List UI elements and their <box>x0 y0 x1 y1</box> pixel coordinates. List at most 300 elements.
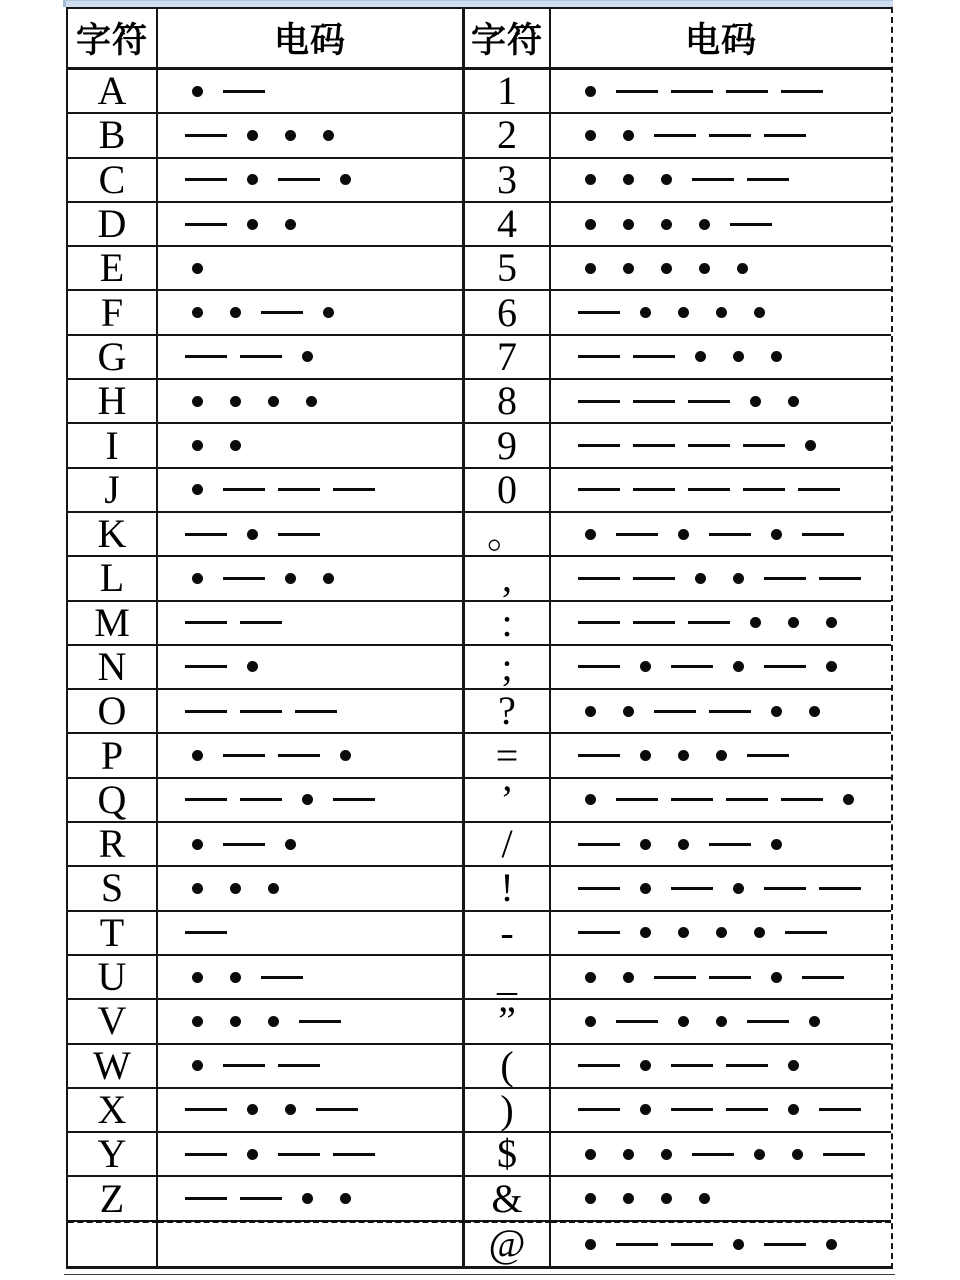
morse-dot-slot <box>609 956 647 998</box>
char-cell: ( <box>465 1045 551 1089</box>
char-cell: 1 <box>465 70 551 114</box>
dash-glyph <box>578 311 620 314</box>
morse-dot-slot <box>178 70 216 112</box>
dot-glyph <box>323 307 334 318</box>
morse-dash-slot <box>571 291 626 333</box>
dash-glyph <box>709 976 751 979</box>
morse-dash-slot <box>571 1045 626 1087</box>
morse-dash-slot <box>309 1089 364 1131</box>
dot-glyph <box>323 130 334 141</box>
dot-glyph <box>788 1060 799 1071</box>
morse-dash-slot <box>685 159 740 201</box>
morse-dot-slot <box>757 823 795 865</box>
dash-glyph <box>578 665 620 668</box>
morse-dot-slot <box>609 690 647 732</box>
dash-glyph <box>730 223 772 226</box>
morse-dot-slot <box>736 602 774 644</box>
dot-glyph <box>192 1016 203 1027</box>
char-cell: 。 <box>465 513 551 557</box>
dot-glyph <box>285 130 296 141</box>
morse-dot-slot <box>609 159 647 201</box>
morse-dash-slot <box>664 1223 719 1266</box>
char-cell: O <box>68 690 158 734</box>
dash-glyph <box>223 843 265 846</box>
morse-code-cell <box>158 1089 465 1133</box>
char-cell: - <box>465 912 551 956</box>
morse-code-cell <box>551 1177 891 1221</box>
dash-glyph <box>616 1243 658 1246</box>
morse-dash-slot <box>702 114 757 156</box>
morse-dash-slot <box>774 70 829 112</box>
dash-glyph <box>633 621 675 624</box>
morse-dot-slot <box>647 159 685 201</box>
morse-dash-slot <box>719 1089 774 1131</box>
morse-dot-slot <box>271 203 309 245</box>
char-cell: ” <box>465 1000 551 1044</box>
morse-code-cell <box>158 70 465 114</box>
dot-glyph <box>623 219 634 230</box>
dot-glyph <box>640 927 651 938</box>
morse-dot-slot <box>778 1133 816 1175</box>
morse-dash-slot <box>216 1045 271 1087</box>
char-cell: 4 <box>465 203 551 247</box>
morse-dot-slot <box>757 956 795 998</box>
morse-dot-slot <box>326 1177 364 1219</box>
morse-dash-slot <box>609 513 664 555</box>
morse-code-cell <box>158 690 465 734</box>
morse-dot-slot <box>626 823 664 865</box>
morse-dash-slot <box>702 513 757 555</box>
dash-glyph <box>709 843 751 846</box>
dash-glyph <box>578 621 620 624</box>
morse-dot-slot <box>216 956 254 998</box>
morse-dot-slot <box>254 380 292 422</box>
morse-dot-slot <box>791 424 829 466</box>
char-cell: 3 <box>465 159 551 203</box>
morse-dash-slot <box>647 956 702 998</box>
morse-dot-slot <box>664 912 702 954</box>
dash-glyph <box>223 754 265 757</box>
morse-dash-slot <box>271 159 326 201</box>
morse-dot-slot <box>254 867 292 909</box>
morse-dash-slot <box>178 690 233 732</box>
dash-glyph <box>223 90 265 93</box>
morse-dash-slot <box>233 779 288 821</box>
dash-glyph <box>185 1108 227 1111</box>
morse-dash-slot <box>626 469 681 511</box>
dot-glyph <box>640 750 651 761</box>
morse-dash-slot <box>609 779 664 821</box>
char-cell: D <box>68 203 158 247</box>
dash-glyph <box>747 1020 789 1023</box>
morse-dot-slot <box>216 380 254 422</box>
dot-glyph <box>623 263 634 274</box>
dot-glyph <box>192 573 203 584</box>
morse-dash-slot <box>326 1133 381 1175</box>
dot-glyph <box>623 972 634 983</box>
char-cell: ? <box>465 690 551 734</box>
morse-code-cell <box>158 203 465 247</box>
char-cell: J <box>68 469 158 513</box>
morse-dash-slot <box>571 380 626 422</box>
dot-glyph <box>678 529 689 540</box>
dash-glyph <box>333 1153 375 1156</box>
morse-dot-slot <box>571 1000 609 1042</box>
dot-glyph <box>192 750 203 761</box>
morse-dot-slot <box>216 1000 254 1042</box>
char-cell: = <box>465 734 551 778</box>
dash-glyph <box>709 710 751 713</box>
dot-glyph <box>678 839 689 850</box>
dot-glyph <box>192 396 203 407</box>
morse-dot-slot <box>719 336 757 378</box>
char-cell: T <box>68 912 158 956</box>
char-cell: @ <box>465 1220 551 1266</box>
morse-dot-slot <box>178 424 216 466</box>
morse-code-cell <box>158 291 465 335</box>
morse-dash-slot <box>571 469 626 511</box>
dot-glyph <box>640 1060 651 1071</box>
dash-glyph <box>578 887 620 890</box>
dash-glyph <box>726 798 768 801</box>
morse-dash-slot <box>216 469 271 511</box>
morse-code-cell <box>551 602 891 646</box>
morse-dash-slot <box>774 779 829 821</box>
morse-code-cell <box>158 646 465 690</box>
morse-dash-slot <box>292 1000 347 1042</box>
dot-glyph <box>733 351 744 362</box>
dot-glyph <box>623 1149 634 1160</box>
dot-glyph <box>678 927 689 938</box>
dot-glyph <box>302 351 313 362</box>
dot-glyph <box>623 1193 634 1204</box>
dot-glyph <box>192 1060 203 1071</box>
dot-glyph <box>623 130 634 141</box>
morse-dash-slot <box>719 779 774 821</box>
char-cell: H <box>68 380 158 424</box>
morse-dot-slot <box>178 1045 216 1087</box>
dash-glyph <box>747 754 789 757</box>
dot-glyph <box>788 1104 799 1115</box>
dot-glyph <box>192 839 203 850</box>
char-cell: ) <box>465 1089 551 1133</box>
morse-dot-slot <box>626 867 664 909</box>
morse-dash-slot <box>757 1223 812 1266</box>
dot-glyph <box>699 1193 710 1204</box>
dot-glyph <box>585 706 596 717</box>
char-cell: 0 <box>465 469 551 513</box>
dash-glyph <box>671 90 713 93</box>
dash-glyph <box>616 1020 658 1023</box>
dash-glyph <box>185 621 227 624</box>
morse-dot-slot <box>681 557 719 599</box>
char-cell: B <box>68 114 158 158</box>
morse-dot-slot <box>571 1133 609 1175</box>
morse-dash-slot <box>571 336 626 378</box>
dash-glyph <box>671 1243 713 1246</box>
morse-dot-slot <box>702 912 740 954</box>
morse-dot-slot <box>178 734 216 776</box>
dot-glyph <box>585 529 596 540</box>
morse-dash-slot <box>571 424 626 466</box>
morse-dot-slot <box>271 1089 309 1131</box>
morse-code-cell <box>551 734 891 778</box>
morse-dash-slot <box>812 1089 867 1131</box>
char-cell: V <box>68 1000 158 1044</box>
morse-code-cell <box>551 291 891 335</box>
char-cell: Z <box>68 1177 158 1221</box>
morse-code-cell <box>551 1089 891 1133</box>
morse-dot-slot <box>626 734 664 776</box>
dot-glyph <box>826 661 837 672</box>
morse-dash-slot <box>740 734 795 776</box>
morse-dash-slot <box>178 602 233 644</box>
dash-glyph <box>688 400 730 403</box>
morse-dash-slot <box>626 336 681 378</box>
morse-dot-slot <box>178 380 216 422</box>
dot-glyph <box>323 573 334 584</box>
char-cell: Y <box>68 1133 158 1177</box>
dash-glyph <box>240 1197 282 1200</box>
morse-dot-slot <box>326 159 364 201</box>
dash-glyph <box>671 798 713 801</box>
dash-glyph <box>333 488 375 491</box>
morse-dash-slot <box>664 646 719 688</box>
morse-dot-slot <box>571 690 609 732</box>
dash-glyph <box>781 90 823 93</box>
dash-glyph <box>333 798 375 801</box>
dot-glyph <box>716 307 727 318</box>
morse-code-cell <box>158 159 465 203</box>
morse-code-cell <box>158 1220 465 1266</box>
dash-glyph <box>223 1064 265 1067</box>
morse-code-cell <box>551 159 891 203</box>
dash-glyph <box>764 665 806 668</box>
morse-dash-slot <box>216 70 271 112</box>
morse-code-cell <box>551 203 891 247</box>
dot-glyph <box>623 706 634 717</box>
morse-dash-slot <box>609 70 664 112</box>
morse-dot-slot <box>812 646 850 688</box>
char-cell: 9 <box>465 424 551 468</box>
morse-dash-slot <box>271 1133 326 1175</box>
morse-dot-slot <box>309 291 347 333</box>
morse-code-cell <box>158 247 465 291</box>
morse-dot-slot <box>571 203 609 245</box>
char-cell: / <box>465 823 551 867</box>
dash-glyph <box>819 577 861 580</box>
dash-glyph <box>278 178 320 181</box>
morse-code-cell <box>158 823 465 867</box>
dot-glyph <box>306 396 317 407</box>
morse-dash-slot <box>271 469 326 511</box>
morse-dot-slot <box>664 1000 702 1042</box>
morse-dot-slot <box>178 823 216 865</box>
morse-dot-slot <box>571 1223 609 1266</box>
dot-glyph <box>826 617 837 628</box>
morse-dash-slot <box>812 557 867 599</box>
dash-glyph <box>671 1108 713 1111</box>
dash-glyph <box>785 931 827 934</box>
morse-dot-slot <box>774 1045 812 1087</box>
morse-dot-slot <box>719 557 757 599</box>
dash-glyph <box>185 931 227 934</box>
dash-glyph <box>316 1108 358 1111</box>
dot-glyph <box>585 174 596 185</box>
morse-dot-slot <box>233 1089 271 1131</box>
morse-dash-slot <box>571 912 626 954</box>
morse-dot-slot <box>626 912 664 954</box>
morse-dash-slot <box>626 380 681 422</box>
morse-code-cell <box>551 469 891 513</box>
dot-glyph <box>737 263 748 274</box>
dash-glyph <box>726 90 768 93</box>
morse-dot-slot <box>571 513 609 555</box>
morse-dash-slot <box>740 159 795 201</box>
dash-glyph <box>688 621 730 624</box>
dot-glyph <box>192 86 203 97</box>
dash-glyph <box>299 1020 341 1023</box>
char-cell: $ <box>465 1133 551 1177</box>
dot-glyph <box>268 396 279 407</box>
morse-dot-slot <box>178 557 216 599</box>
morse-dash-slot <box>681 424 736 466</box>
dash-glyph <box>278 754 320 757</box>
morse-dash-slot <box>647 114 702 156</box>
morse-dash-slot <box>233 602 288 644</box>
morse-code-cell <box>158 956 465 1000</box>
dash-glyph <box>295 710 337 713</box>
dash-glyph <box>709 533 751 536</box>
morse-dash-slot <box>795 956 850 998</box>
dot-glyph <box>230 307 241 318</box>
dash-glyph <box>578 843 620 846</box>
morse-dot-slot <box>309 557 347 599</box>
morse-dot-slot <box>233 114 271 156</box>
dot-glyph <box>661 174 672 185</box>
dash-glyph <box>578 754 620 757</box>
dash-glyph <box>185 798 227 801</box>
morse-dash-slot <box>778 912 833 954</box>
dash-glyph <box>185 710 227 713</box>
char-cell: ; <box>465 646 551 690</box>
dash-glyph <box>223 488 265 491</box>
dash-glyph <box>781 798 823 801</box>
dot-glyph <box>585 1149 596 1160</box>
dash-glyph <box>688 444 730 447</box>
morse-dash-slot <box>736 424 791 466</box>
morse-dash-slot <box>271 1045 326 1087</box>
dash-glyph <box>633 355 675 358</box>
header-char-left: 字符 <box>68 9 158 70</box>
morse-dash-slot <box>216 734 271 776</box>
dot-glyph <box>302 1193 313 1204</box>
dot-glyph <box>247 219 258 230</box>
dot-glyph <box>585 219 596 230</box>
morse-dash-slot <box>685 1133 740 1175</box>
dash-glyph <box>764 887 806 890</box>
dot-glyph <box>192 972 203 983</box>
dash-glyph <box>240 355 282 358</box>
morse-dash-slot <box>326 779 381 821</box>
morse-dot-slot <box>740 291 778 333</box>
dash-glyph <box>633 444 675 447</box>
morse-dot-slot <box>685 1177 723 1219</box>
dot-glyph <box>585 794 596 805</box>
morse-dash-slot <box>233 336 288 378</box>
morse-dot-slot <box>647 1133 685 1175</box>
dash-glyph <box>185 1153 227 1156</box>
char-cell: 5 <box>465 247 551 291</box>
dash-glyph <box>261 976 303 979</box>
dot-glyph <box>230 972 241 983</box>
morse-code-cell <box>551 646 891 690</box>
morse-dash-slot <box>233 1177 288 1219</box>
morse-code-cell <box>551 513 891 557</box>
dash-glyph <box>802 533 844 536</box>
dot-glyph <box>340 1193 351 1204</box>
dash-glyph <box>616 533 658 536</box>
dot-glyph <box>268 883 279 894</box>
dash-glyph <box>185 355 227 358</box>
dot-glyph <box>695 351 706 362</box>
morse-dash-slot <box>626 602 681 644</box>
dash-glyph <box>578 400 620 403</box>
morse-dot-slot <box>571 159 609 201</box>
dot-glyph <box>585 972 596 983</box>
dash-glyph <box>616 90 658 93</box>
dot-glyph <box>771 972 782 983</box>
morse-dash-slot <box>571 602 626 644</box>
morse-dot-slot <box>736 380 774 422</box>
char-cell: F <box>68 291 158 335</box>
morse-dash-slot <box>178 1177 233 1219</box>
morse-code-cell <box>551 424 891 468</box>
dash-glyph <box>278 533 320 536</box>
dot-glyph <box>733 883 744 894</box>
morse-dot-slot <box>609 1133 647 1175</box>
morse-dash-slot <box>626 424 681 466</box>
morse-dash-slot <box>626 557 681 599</box>
dash-glyph <box>688 488 730 491</box>
morse-code-cell <box>158 1000 465 1044</box>
dash-glyph <box>709 134 751 137</box>
morse-dash-slot <box>812 867 867 909</box>
dot-glyph <box>754 307 765 318</box>
char-cell: S <box>68 867 158 911</box>
char-cell: & <box>465 1177 551 1221</box>
dot-glyph <box>230 440 241 451</box>
morse-code-table <box>66 7 893 1269</box>
char-cell: I <box>68 424 158 468</box>
dot-glyph <box>585 1193 596 1204</box>
dash-glyph <box>578 488 620 491</box>
morse-dot-slot <box>719 867 757 909</box>
morse-code-cell <box>158 867 465 911</box>
morse-dash-slot <box>681 602 736 644</box>
morse-dot-slot <box>178 956 216 998</box>
dash-glyph <box>747 178 789 181</box>
morse-dash-slot <box>664 867 719 909</box>
morse-code-cell <box>551 1045 891 1089</box>
dash-glyph <box>654 134 696 137</box>
dot-glyph <box>585 1239 596 1250</box>
dot-glyph <box>585 130 596 141</box>
morse-dot-slot <box>609 1177 647 1219</box>
char-cell: X <box>68 1089 158 1133</box>
dash-glyph <box>185 533 227 536</box>
morse-dash-slot <box>178 513 233 555</box>
